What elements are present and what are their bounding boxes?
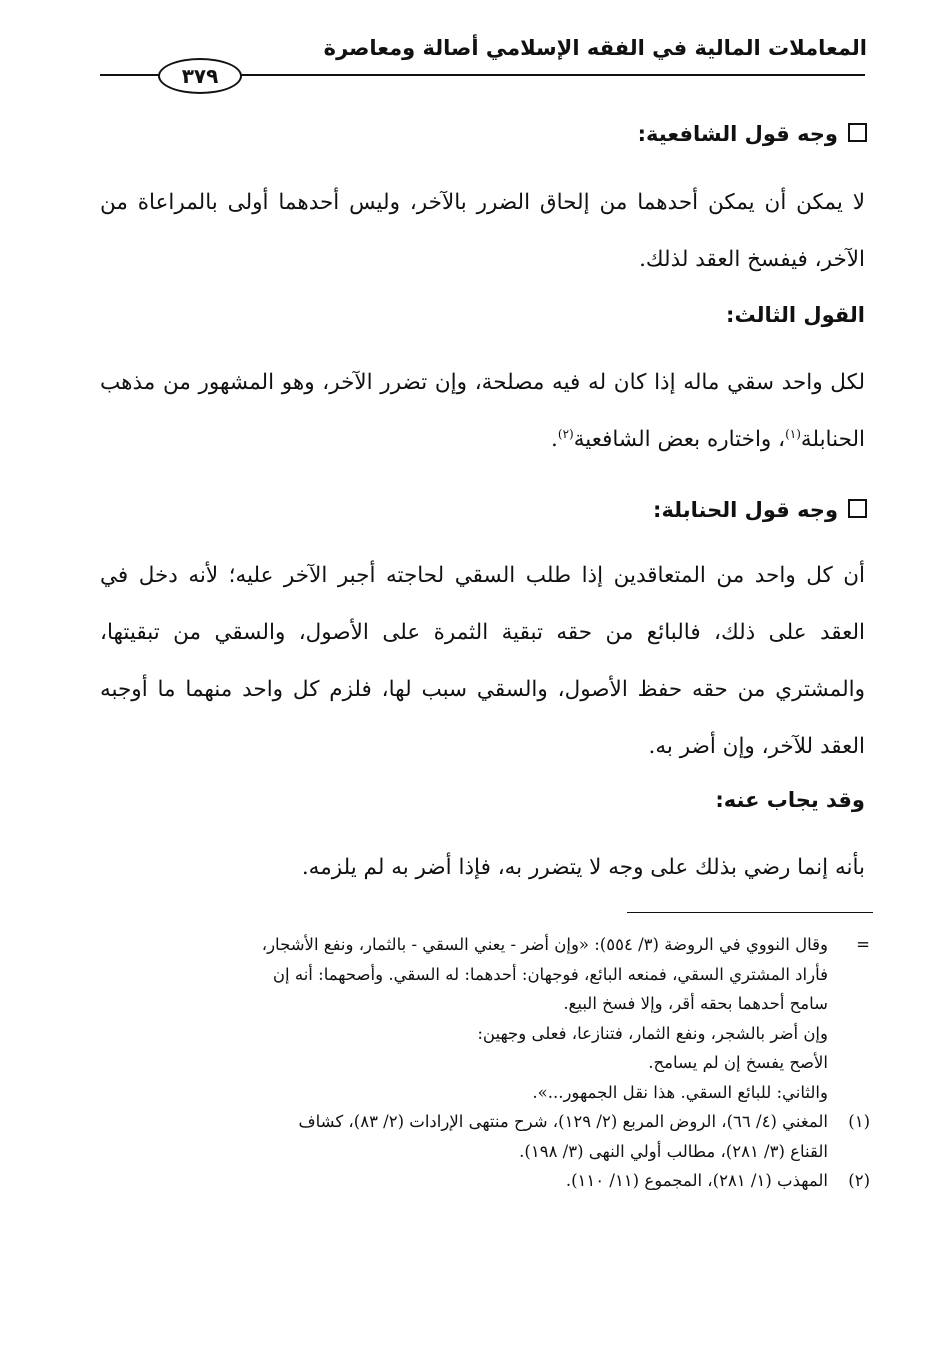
paragraph-text-part: . <box>551 427 558 452</box>
checkbox-square-icon <box>848 499 867 518</box>
footnote-line: الأصح يفسخ إن لم يسامح. <box>648 1053 828 1072</box>
paragraph-text <box>100 354 865 468</box>
footnote-marker: (١) <box>848 1112 870 1131</box>
footnote-ref-2[interactable]: (٢) <box>557 426 574 441</box>
footnote-ref-1[interactable]: (١) <box>785 426 801 441</box>
footnote-line: المغني (٤/ ٦٦)، الروض المربع (٢/ ١٢٩)، شرح منتهى الإرادات (٢/ ٨٣)، كشاف <box>298 1112 828 1131</box>
paragraph-text-part: ، واختاره بعض الشافعية <box>573 427 786 452</box>
section-heading-third-opinion: القول الثالث: <box>726 303 865 327</box>
footnote-1 <box>95 1107 870 1166</box>
paragraph-text: بأنه إنما رضي بذلك على وجه لا يتضرر به، فإذا أضر به لم يلزمه. <box>301 855 865 880</box>
footnote-marker: (٢) <box>848 1171 870 1190</box>
footnote-2 <box>95 1166 870 1196</box>
footnote-line: المهذب (١/ ٢٨١)، المجموع (١١/ ١١٠). <box>565 1171 828 1190</box>
footnote-line: القناع (٣/ ٢٨١)، مطالب أولي النهى (٣/ ١٩٨). <box>519 1141 828 1161</box>
footnote-line: سامح أحدهما بحقه أقر، وإلا فسخ البيع. <box>563 994 828 1013</box>
section-heading-shafii <box>167 122 867 146</box>
heading-text: وجه قول الحنابلة: <box>653 498 838 522</box>
paragraph-hanbali-reason <box>100 547 865 775</box>
footnote-line: وإن أضر بالشجر، ونفع الثمار، فتنازعا، فعلى وجهين: <box>477 1023 828 1043</box>
paragraph-text: أن كل واحد من المتعاقدين إذا طلب السقي لحاجته أجبر الآخر عليه؛ لأنه دخل في العقد على ذلك، فالبائع من حقه تبقية الثمرة على الأصول، والسقي من تبقيتها، والمشتري من حقه حفظ الأصول، والسقي سبب لها، فلزم كل واحد منهما ما أوجبه العقد للآخر، وإن أضر به. <box>100 563 865 759</box>
section-heading-hanbali <box>167 498 867 522</box>
page-number: ٣٧٩ <box>158 58 242 94</box>
paragraph-shafii-reason <box>100 174 865 288</box>
paragraph-text: لا يمكن أن يمكن أحدهما من إلحاق الضرر بالآخر، وليس أحدهما أولى بالمراعاة من الآخر، فيفسخ العقد لذلك. <box>100 190 865 272</box>
footnote-line: فأراد المشتري السقي، فمنعه البائع، فوجهان: أحدهما: له السقي. وأصحهما: أنه إن <box>272 964 828 984</box>
footnote-marker: = <box>856 935 870 954</box>
footnote-line: والثاني: للبائع السقي. هذا نقل الجمهور...». <box>532 1082 828 1102</box>
paragraph-response <box>100 839 865 896</box>
checkbox-square-icon <box>848 123 867 142</box>
footnotes <box>95 930 870 1196</box>
section-heading-response: وقد يجاب عنه: <box>715 788 865 812</box>
footnote-separator <box>627 912 873 913</box>
paragraph-text-part: لكل واحد سقي ماله إذا كان له فيه مصلحة، وإن تضرر الآخر، وهو المشهور من مذهب الحنابلة <box>100 370 865 452</box>
heading-text: وجه قول الشافعية: <box>637 122 838 146</box>
paragraph-third-opinion <box>100 354 865 468</box>
footnote-continued <box>95 930 870 1107</box>
running-title: المعاملات المالية في الفقه الإسلامي أصالة ومعاصرة <box>323 36 867 60</box>
footnote-line: وقال النووي في الروضة (٣/ ٥٥٤): «وإن أضر - يعني السقي - بالثمار، ونفع الأشجار، <box>261 935 828 954</box>
